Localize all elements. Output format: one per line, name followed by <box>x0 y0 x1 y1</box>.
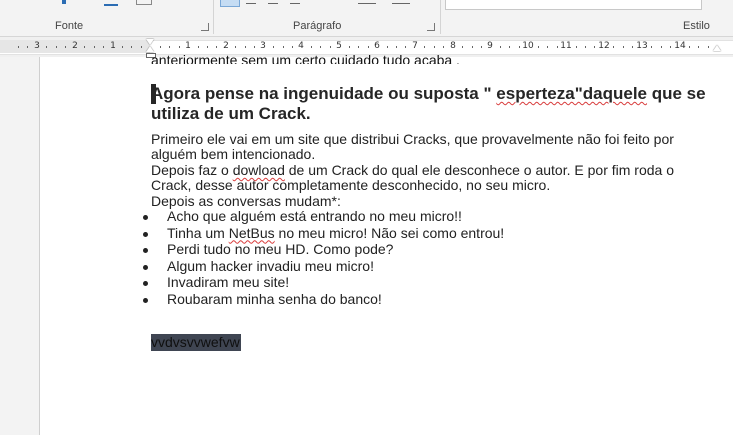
ruler-tick <box>481 46 482 48</box>
ruler-tick <box>632 46 633 48</box>
ruler-number: 5 <box>336 41 342 51</box>
group-label-estilo: Estilo <box>683 20 710 32</box>
list-item-text: Algum hacker invadiu meu micro! <box>167 257 374 274</box>
ruler-tick <box>509 46 510 48</box>
group-label-fonte: Fonte <box>55 20 84 32</box>
ruler-tick <box>141 46 142 48</box>
ruler-tick <box>122 46 123 48</box>
ruler-tick <box>358 46 359 48</box>
bullet-icon <box>143 265 148 270</box>
ruler-tick <box>670 46 671 48</box>
ruler-tick <box>689 46 690 48</box>
group-separator <box>213 0 214 34</box>
ruler-tick <box>594 46 595 48</box>
ruler-tick <box>519 46 520 48</box>
ruler-tick <box>207 46 208 48</box>
ruler-tick <box>623 46 624 48</box>
heading-text: Agora pense na ingenuidade ou suposta " <box>151 84 497 103</box>
ruler-tick <box>216 46 217 48</box>
selected-text-content: vvdvsvvwefvw <box>151 334 240 350</box>
ruler-tick <box>56 46 57 48</box>
document-heading <box>151 84 711 124</box>
group-separator <box>440 0 441 34</box>
ruler-number: 13 <box>636 41 648 51</box>
ruler-tick <box>292 46 293 48</box>
ruler-number: 9 <box>487 41 493 51</box>
ruler-number: 1 <box>185 41 191 51</box>
ruler-tick <box>434 46 435 48</box>
ruler-tick <box>84 46 85 48</box>
align-right-button[interactable] <box>268 0 278 4</box>
ruler-tick <box>585 46 586 48</box>
ruler-tick <box>424 46 425 48</box>
list-item <box>151 208 504 225</box>
first-line-indent-marker[interactable] <box>146 39 154 45</box>
ruler-number: 12 <box>598 41 610 51</box>
ruler-tick <box>311 46 312 48</box>
paragraph-text: Depois faz o <box>151 162 233 178</box>
ruler-tick <box>235 46 236 48</box>
ruler-tick <box>160 46 161 48</box>
ruler-number: 1 <box>110 41 116 51</box>
ruler-tick <box>320 46 321 48</box>
ruler-tick <box>387 46 388 48</box>
right-indent-marker[interactable] <box>713 45 721 51</box>
list-item <box>151 258 504 275</box>
paragraph: Primeiro ele vai em um site que distribui Cracks, que provavelmente não foi feito por alguém bem intencionado. <box>151 131 674 162</box>
list-item-text: Perdi tudo no meu HD. Como pode? <box>167 241 394 257</box>
shading-button[interactable] <box>358 0 376 4</box>
ruler-tick <box>472 46 473 48</box>
align-left-button[interactable] <box>220 0 240 7</box>
ruler-number: 8 <box>450 41 456 51</box>
ruler-tick <box>576 46 577 48</box>
font-dialog-launcher-icon[interactable] <box>201 23 209 31</box>
ruler-tick <box>283 46 284 48</box>
align-center-button[interactable] <box>246 0 256 4</box>
selected-text[interactable] <box>151 334 241 351</box>
ruler-tick <box>613 46 614 48</box>
ruler-number: 2 <box>223 41 229 51</box>
ruler-tick <box>103 46 104 48</box>
paragraph: Depois as conversas mudam*: <box>151 193 341 209</box>
ruler-number: 2 <box>72 41 78 51</box>
ruler-tick <box>538 46 539 48</box>
ruler-number: 6 <box>374 41 380 51</box>
ruler-tick <box>131 46 132 48</box>
bullet-list <box>151 208 504 307</box>
ruler-number: 7 <box>412 41 418 51</box>
ruler-tick <box>169 46 170 48</box>
ruler-tick <box>254 46 255 48</box>
ruler-tick <box>245 46 246 48</box>
ruler-tick <box>462 46 463 48</box>
bullet-icon <box>143 215 148 220</box>
ruler-tick <box>27 46 28 48</box>
ruler-tick <box>46 46 47 48</box>
ruler-tick <box>396 46 397 48</box>
ruler-number: 3 <box>34 41 40 51</box>
list-item-text: Invadiram meu site! <box>167 274 290 290</box>
ribbon <box>0 0 733 37</box>
text-effects-icon[interactable] <box>136 0 152 5</box>
ruler-tick <box>651 46 652 48</box>
paragraph <box>151 163 711 193</box>
ruler-tick <box>65 46 66 48</box>
ruler-tick <box>661 46 662 48</box>
bullet-icon <box>143 298 148 303</box>
list-item <box>151 225 504 242</box>
ruler-number: 3 <box>260 41 266 51</box>
heading-text: que se utiliza de um Crack. <box>151 84 706 123</box>
ruler-tick <box>443 46 444 48</box>
vertical-ruler[interactable] <box>0 57 40 435</box>
ruler-tick <box>94 46 95 48</box>
ruler-tick <box>179 46 180 48</box>
font-color-icon[interactable] <box>62 0 66 4</box>
ruler-tick <box>405 46 406 48</box>
list-item-text: no meu micro! Não sei como entrou! <box>274 224 505 241</box>
ruler-number: 11 <box>560 41 572 51</box>
ruler-tick <box>698 46 699 48</box>
list-item <box>151 241 504 258</box>
ruler-tick <box>273 46 274 48</box>
ruler-tick <box>349 46 350 48</box>
ruler-tick <box>708 46 709 48</box>
bullet-icon <box>143 281 148 286</box>
cut-off-line: anteriormente sem um certo cuidado tudo acaba . <box>151 53 460 64</box>
hanging-indent-marker[interactable] <box>146 46 154 52</box>
list-item-text: Acho que alguém está entrando no meu micro!! <box>167 208 462 224</box>
ruler-tick <box>547 46 548 48</box>
paragraph-text: de um Crack do qual ele desconhece o autor. E por fim roda o Crack, desse autor completamente desconhecido, no seu micro. <box>151 162 674 193</box>
misspelled-word: dowload <box>232 162 285 178</box>
ruler-tick <box>18 46 19 48</box>
group-label-paragrafo: Parágrafo <box>293 20 342 32</box>
justify-button[interactable] <box>290 0 300 4</box>
ruler-number: 10 <box>522 41 534 51</box>
bullet-icon <box>143 248 148 253</box>
ruler-number: 4 <box>298 41 304 51</box>
ruler-tick <box>368 46 369 48</box>
borders-button[interactable] <box>392 0 410 4</box>
paragraph-dialog-launcher-icon[interactable] <box>427 23 435 31</box>
list-item <box>151 274 504 291</box>
highlight-icon[interactable] <box>104 0 118 6</box>
misspelled-word: NetBus <box>228 224 275 241</box>
list-item <box>151 291 504 308</box>
bullet-icon <box>143 232 148 237</box>
ruler-number: 14 <box>674 41 686 51</box>
ruler-tick <box>198 46 199 48</box>
misspelled-word: esperteza"daquele <box>496 84 648 103</box>
list-item-text: Tinha um <box>167 224 229 241</box>
ruler-tick <box>500 46 501 48</box>
styles-gallery[interactable] <box>445 0 702 10</box>
list-item-text: Roubaram minha senha do banco! <box>167 290 382 307</box>
ruler-tick <box>330 46 331 48</box>
ruler-tick <box>557 46 558 48</box>
